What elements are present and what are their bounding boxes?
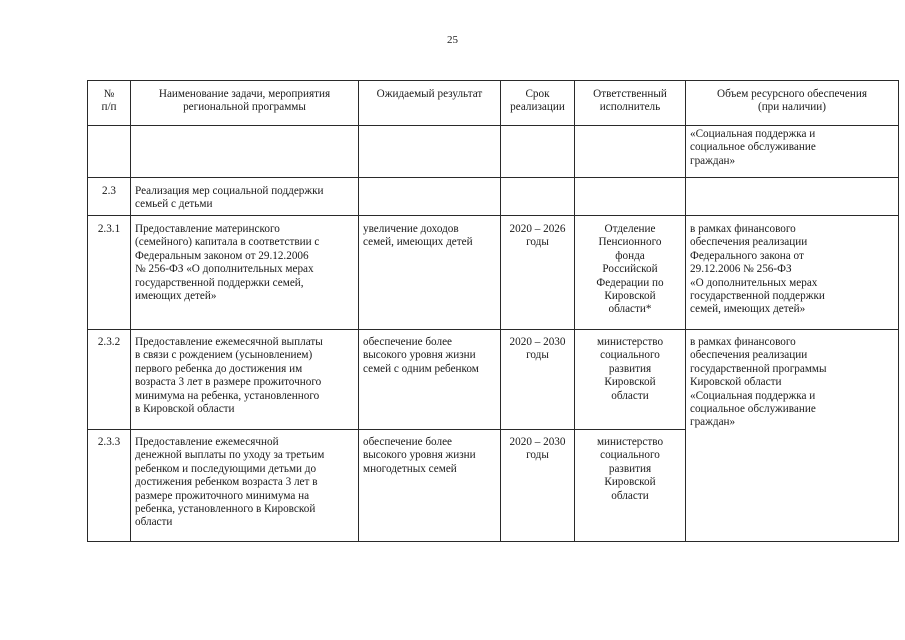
cell-empty xyxy=(686,178,899,216)
cell-term: 2020 – 2030 годы xyxy=(501,430,575,542)
table-row-continuation xyxy=(88,126,899,178)
cell-num: 2.3 xyxy=(88,178,131,216)
header-executor: Ответственный исполнитель xyxy=(575,81,686,126)
header-task: Наименование задачи, мероприятия региональной программы xyxy=(131,81,359,126)
cell-empty xyxy=(501,178,575,216)
cell-executor: министерство социального развития Кировской области xyxy=(575,430,686,542)
cell-empty xyxy=(501,126,575,178)
header-resources: Объем ресурсного обеспечения (при наличии) xyxy=(686,81,899,126)
cell-num: 2.3.3 xyxy=(88,430,131,542)
cell-executor: министерство социального развития Кировской области xyxy=(575,330,686,430)
table-row xyxy=(88,330,899,430)
header-num: № п/п xyxy=(88,81,131,126)
cell-result: обеспечение более высокого уровня жизни многодетных семей xyxy=(359,430,501,542)
cell-term: 2020 – 2026 годы xyxy=(501,216,575,330)
program-measures-table xyxy=(87,80,899,542)
header-term: Срок реализации xyxy=(501,81,575,126)
table-row-section xyxy=(88,178,899,216)
cell-empty xyxy=(575,178,686,216)
table-row xyxy=(88,216,899,330)
page-number: 25 xyxy=(447,34,458,46)
cell-resources: в рамках финансового обеспечения реализации Федерального закона от 29.12.2006 № 256-ФЗ «О дополнительных мерах государственной поддержки семей, имеющих детей» xyxy=(686,216,899,330)
cell-resources-continuation: «Социальная поддержка и социальное обслуживание граждан» xyxy=(686,126,899,178)
cell-empty xyxy=(575,126,686,178)
cell-num: 2.3.2 xyxy=(88,330,131,430)
cell-task: Предоставление ежемесячной денежной выплаты по уходу за третьим ребенком и последующими детьми до достижения ребенком возраста 3 лет в размере прожиточного минимума на ребенка, установленного в Кировской области xyxy=(131,430,359,542)
cell-result: обеспечение более высокого уровня жизни семей с одним ребенком xyxy=(359,330,501,430)
cell-num: 2.3.1 xyxy=(88,216,131,330)
cell-term: 2020 – 2030 годы xyxy=(501,330,575,430)
cell-executor: Отделение Пенсионного фонда Российской Федерации по Кировской области* xyxy=(575,216,686,330)
cell-empty xyxy=(88,126,131,178)
cell-result: увеличение доходов семей, имеющих детей xyxy=(359,216,501,330)
cell-empty xyxy=(359,126,501,178)
cell-task: Предоставление материнского (семейного) капитала в соответствии с Федеральным законом от 29.12.2006 № 256-ФЗ «О дополнительных мерах государственной поддержки семей, имеющих детей» xyxy=(131,216,359,330)
header-result: Ожидаемый результат xyxy=(359,81,501,126)
cell-task: Предоставление ежемесячной выплаты в связи с рождением (усыновлением) первого ребенка до достижения им возраста 3 лет в размере прожиточного минимума на ребенка, установленного в Кировской области xyxy=(131,330,359,430)
cell-empty xyxy=(359,178,501,216)
cell-resources-merged: в рамках финансового обеспечения реализации государственной программы Кировской области «Социальная поддержка и социальное обслуживание граждан» xyxy=(686,330,899,542)
cell-section-title: Реализация мер социальной поддержки семьей с детьми xyxy=(131,178,359,216)
cell-empty xyxy=(131,126,359,178)
table-header-row xyxy=(88,81,899,126)
